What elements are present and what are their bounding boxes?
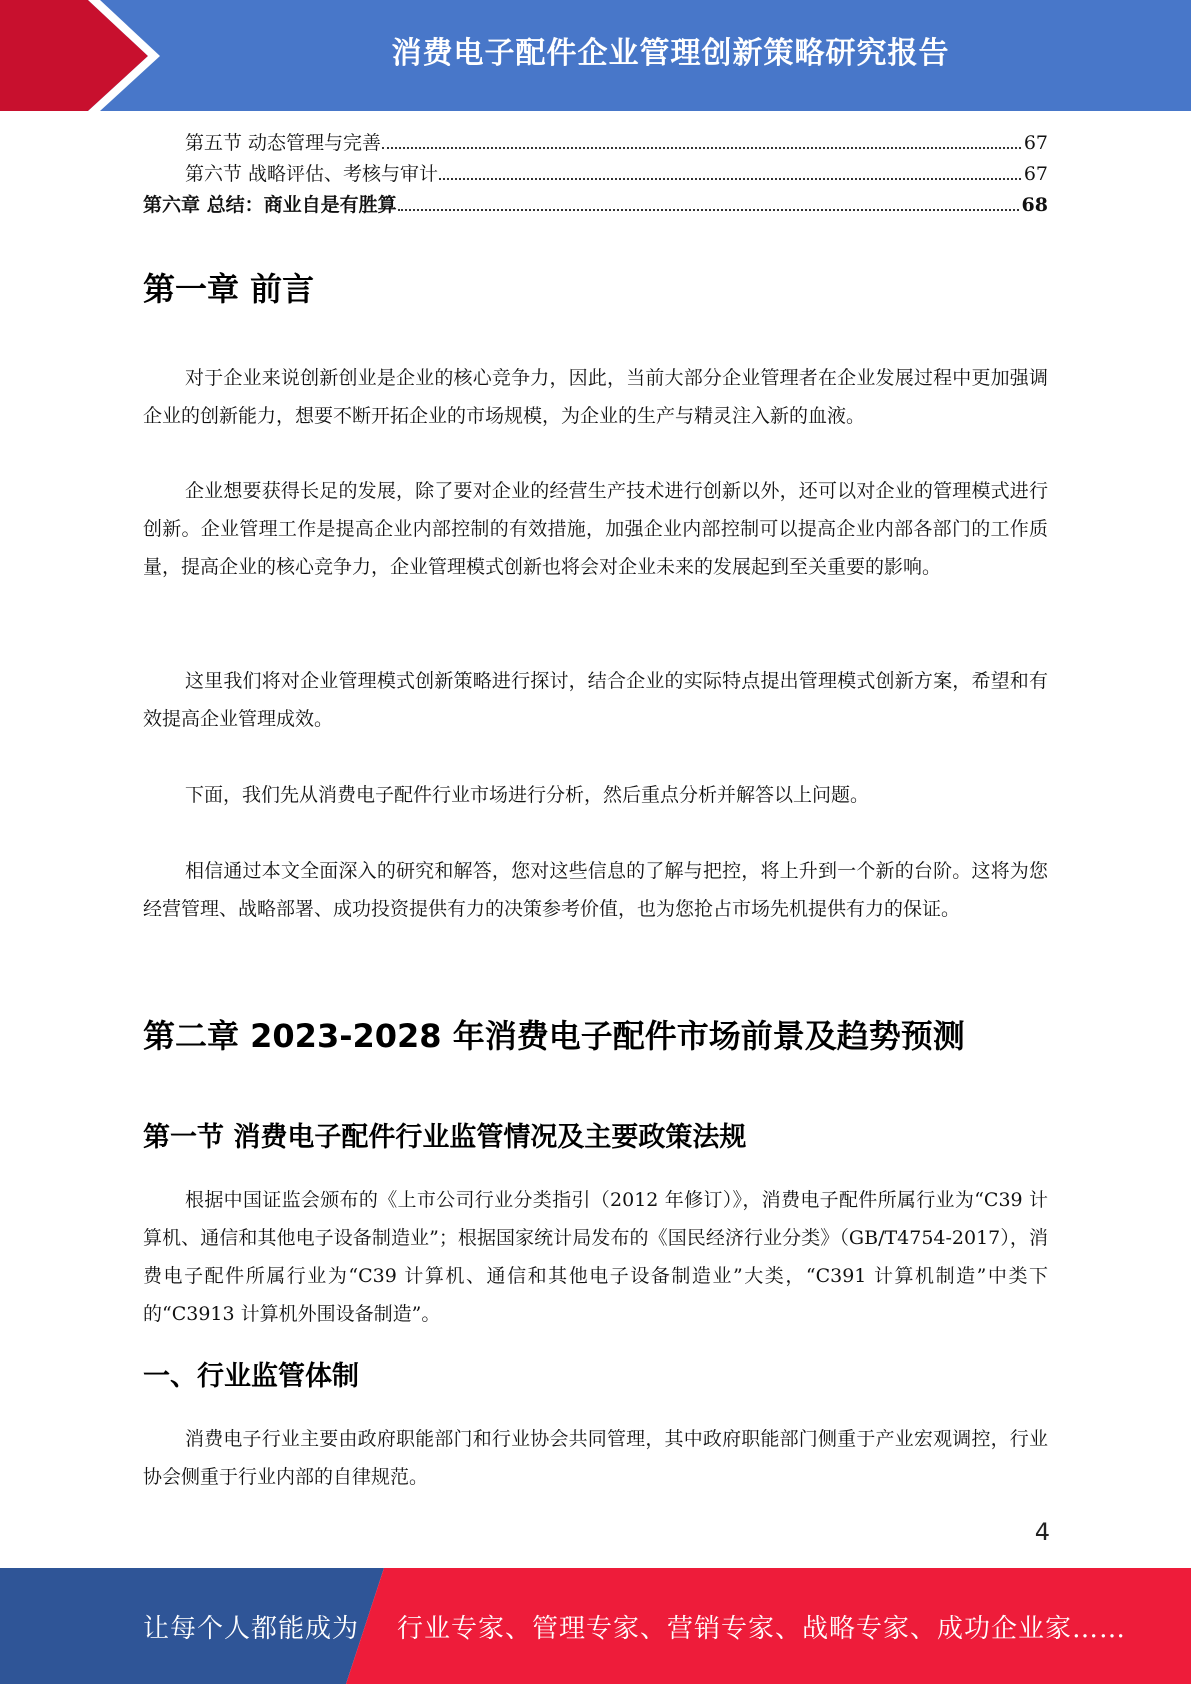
body-paragraph: 对于企业来说创新创业是企业的核心竞争力，因此，当前大部分企业管理者在企业发展过程中更加强调企业的创新能力，想要不断开拓企业的市场规模，为企业的生产与精灵注入新的血液。 [143, 367, 1048, 427]
body-paragraph: 这里我们将对企业管理模式创新策略进行探讨，结合企业的实际特点提出管理模式创新方案，希望和有效提高企业管理成效。 [143, 670, 1048, 730]
body-paragraph: 根据中国证监会颁布的《上市公司行业分类指引（2012 年修订）》，消费电子配件所属行业为“C39 计算机、通信和其他电子设备制造业”；根据国家统计局发布的《国民经济行业分类》（GB/T4754-2017），消费电子配件所属行业为“C39 计算机、通信和其他电子设备制造业”大类，“C391 计算机制造”中类下的“C3913 计算机外围设备制造”。 [143, 1189, 1048, 1325]
toc-leader-dots [382, 147, 1021, 149]
toc-entry-page: 67 [1023, 132, 1048, 154]
body-paragraph: 企业想要获得长足的发展，除了要对企业的经营生产技术进行创新以外，还可以对企业的管理模式进行创新。企业管理工作是提高企业内部控制的有效措施，加强企业内部控制可以提高企业内部各部门的工作质量，提高企业的核心竞争力，企业管理模式创新也将会对企业未来的发展起到至关重要的影响。 [143, 480, 1048, 578]
page-number: 4 [1034, 1518, 1050, 1546]
body-paragraph: 相信通过本文全面深入的研究和解答，您对这些信息的了解与把控，将上升到一个新的台阶。这将为您经营管理、战略部署、成功投资提供有力的决策参考价值，也为您抢占市场先机提供有力的保证。 [143, 860, 1048, 920]
body-paragraph: 下面，我们先从消费电子配件行业市场进行分析，然后重点分析并解答以上问题。 [185, 784, 870, 806]
toc-leader-dots [439, 178, 1021, 180]
toc-entry-page: 67 [1023, 163, 1048, 185]
toc-leader-dots [398, 209, 1019, 211]
footer-slogan-left: 让每个人都能成为 [143, 1613, 360, 1644]
body-paragraph: 消费电子行业主要由政府职能部门和行业协会共同管理，其中政府职能部门侧重于产业宏观调控，行业协会侧重于行业内部的自律规范。 [143, 1428, 1048, 1488]
toc-entry[interactable] [143, 159, 1048, 189]
page-header [0, 0, 1191, 111]
footer-slogan-right: 行业专家、管理专家、营销专家、战略专家、成功企业家…… [397, 1613, 1127, 1644]
chapter-heading: 第一章 前言 [143, 270, 315, 308]
toc-entry-label: 第五节 动态管理与完善 [185, 132, 382, 154]
toc-entry-label: 第六节 战略评估、考核与审计 [185, 163, 439, 185]
subsection-heading: 一、行业监管体制 [143, 1361, 359, 1392]
toc-entry[interactable] [143, 190, 1048, 220]
page-footer [0, 1568, 1191, 1684]
document-title: 消费电子配件企业管理创新策略研究报告 [391, 36, 950, 71]
toc-entry-page: 68 [1021, 194, 1048, 216]
chapter-heading: 第二章 2023-2028 年消费电子配件市场前景及趋势预测 [143, 1017, 965, 1055]
section-heading: 第一节 消费电子配件行业监管情况及主要政策法规 [143, 1122, 747, 1153]
toc-entry[interactable] [143, 128, 1048, 158]
toc-entry-label: 第六章 总结：商业自是有胜算 [143, 194, 397, 216]
